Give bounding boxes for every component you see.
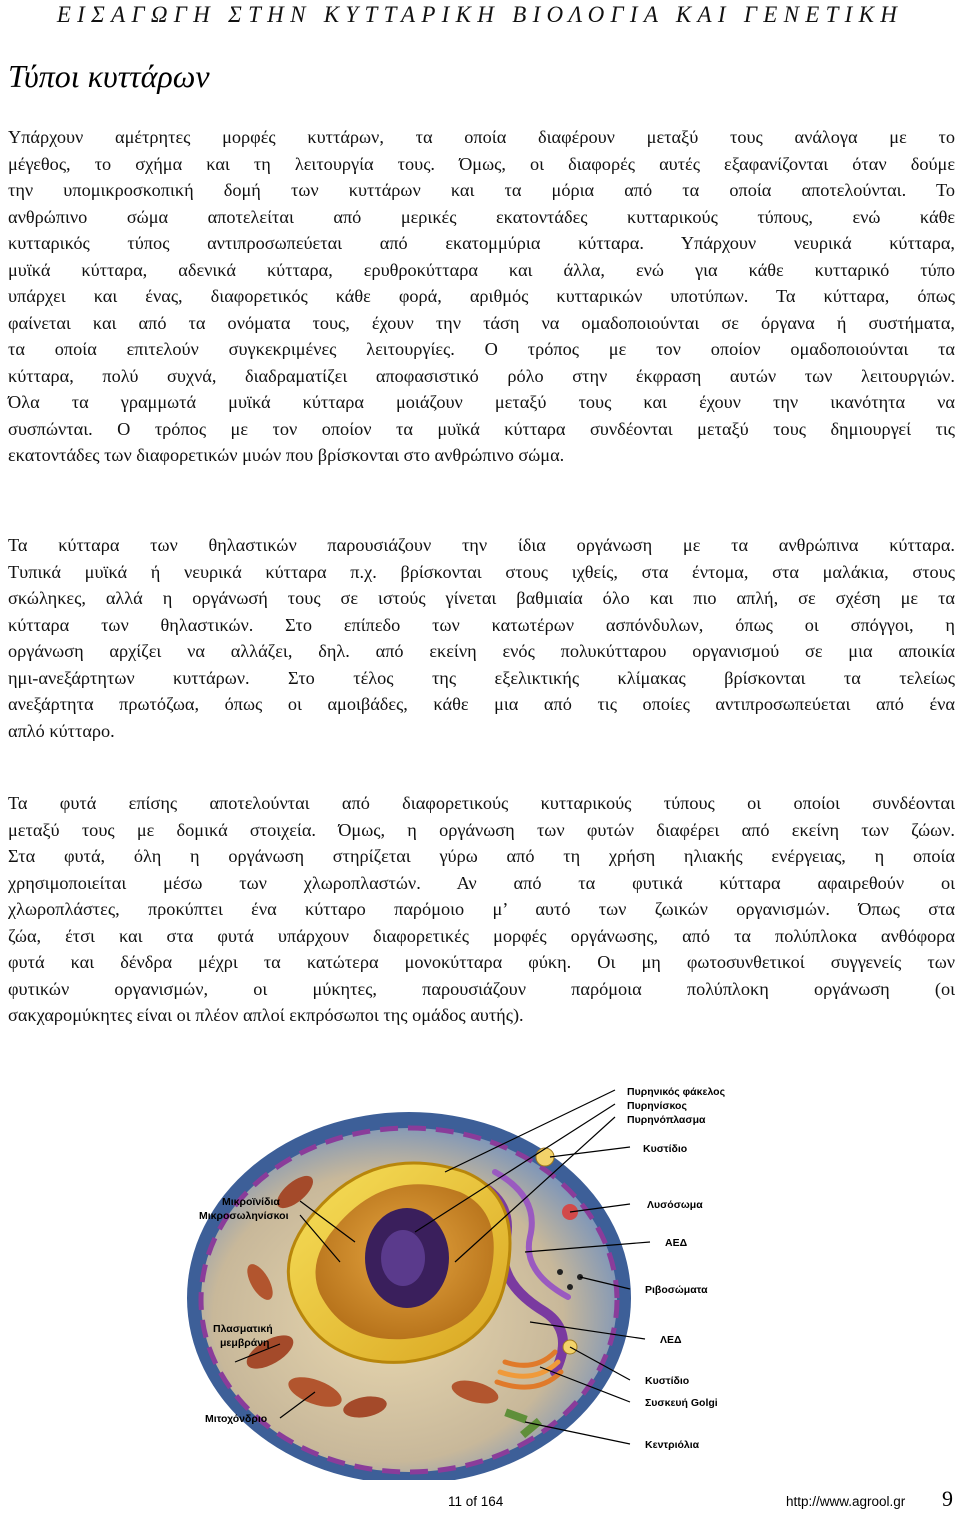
label-lysosome: Λυσόσωμα (647, 1199, 703, 1211)
paragraph-1 (8, 124, 955, 469)
text-line: Όλα τα γραμμωτά μυϊκά κύτταρα μοιάζουν μεταξύ τους και έχουν την ικανότητα να (8, 392, 955, 412)
text-line: την υπομικροσκοπική δομή των κυττάρων και τα μόρια από τα οποία αποτελούνται. Το (8, 180, 955, 200)
label-vesicle-top: Κυστίδιο (643, 1143, 688, 1155)
page-number: 9 (942, 1486, 953, 1511)
label-microtubules: Μικροσωληνίσκοι (199, 1210, 289, 1222)
text-line: μεταξύ τους με δομικά στοιχεία. Όμως, η οργάνωση των φυτών διαφέρει από εκείνη των ζώων. (8, 819, 955, 840)
label-microfilaments: Μικροϊνίδια (222, 1196, 280, 1208)
text-line: Τυπικά μυϊκά ή νευρικά κύτταρα π.χ. βρίσκονται στους ιχθείς, στα έντομα, στα μαλάκια, στους (8, 561, 955, 582)
text-line: σκώληκες, αλλά η οργάνωσή τους σε ιστούς γίνεται βαθμιαία όλο και πιο απλή, σε σχέση με τα (8, 588, 955, 608)
text-line: Υπάρχουν αμέτρητες μορφές κυττάρων, τα οποία διαφέρουν μεταξύ τους ανάλογα με το (8, 127, 955, 147)
paragraph-2 (8, 532, 955, 744)
running-header: ΕΙΣΑΓΩΓΗ ΣΤΗΝ ΚΥΤΤΑΡΙΚΗ ΒΙΟΛΟΓΙΑ ΚΑΙ ΓΕΝΕΤΙΚΗ (56, 2, 904, 27)
text-line: ανθρώπινο σώμα αποτελείται από μερικές εκατοντάδες κυτταρικούς τύπους, ενώ κάθε (8, 206, 955, 227)
text-line: ημι-ανεξάρτητων κυττάρων. Στο τέλος της εξελικτικής κλίμακας βρίσκονται τα τελείως (8, 667, 955, 688)
text-line: υπάρχει και ένας, διαφορετικός κάθε φορά, αριθμός κυτταρικών υποτύπων. Τα κύτταρα, όπως (8, 286, 955, 306)
label-smooth-er: ΛΕΔ (660, 1334, 682, 1346)
label-golgi: Συσκευή Golgi (645, 1397, 718, 1409)
text-line: οργάνωση αρχίζει να αλλάζει, δηλ. από εκείνη ενός πολυκύτταρου οργανισμού σε μια αποικία (8, 641, 955, 661)
ribosome-shape (557, 1269, 563, 1275)
text-line: φυτά και δένδρα μέχρι τα κατώτερα μονοκύτταρα φύκη. Οι μη φωτοσυνθετικοί συγγενείς των (8, 952, 955, 972)
label-centriole: Κεντριόλια (645, 1439, 700, 1451)
page-counter: 11 of 164 (448, 1494, 504, 1509)
nucleolus-core (381, 1230, 425, 1286)
text-line: τα οποία επιτελούν συγκεκριμένες λειτουργίες. Ο τρόπος με τον οποίον ομαδοποιούνται τα (8, 339, 955, 359)
text-line: φαίνεται και από τα ονόματα τους, έχουν την τάση να ομαδοποιούνται σε όργανα ή συστήματα, (8, 312, 955, 333)
label-nucleoplasm: Πυρηνόπλασμα (627, 1114, 706, 1126)
ribosome-shape (567, 1284, 573, 1290)
label-nucleolus: Πυρηνίσκος (627, 1100, 687, 1112)
text-line: εκατοντάδες των διαφορετικών μυών που βρίσκονται στο ανθρώπινο σώμα. (8, 445, 565, 465)
text-line: χρησιμοποιείται μέσω των χλωροπλαστών. Αν από τα φυτικά κύτταρα αφαιρεθούν οι (8, 872, 955, 893)
paragraph-3 (8, 790, 955, 1029)
text-line: χλωροπλάστες, προκύπτει ένα κύτταρο παρόμοιο μ’ αυτό των ζωικών οργανισμών. Όπως στα (8, 899, 955, 919)
text-line: κυτταρικός τύπος αντιπροσωπεύεται από εκατομμύρια κύτταρα. Υπάρχουν νευρικά κύτταρα, (8, 233, 955, 253)
cell-diagram (175, 1062, 783, 1480)
label-plasma-membrane-line2: μεμβράνη (220, 1337, 270, 1349)
text-line: Τα κύτταρα των θηλαστικών παρουσιάζουν την ίδια οργάνωση με τα ανθρώπινα κύτταρα. (8, 535, 955, 555)
text-line: συσπώνται. Ο τρόπος με τον οποίον τα μυϊκά κύτταρα συνδέονται μεταξύ τους δημιουργεί τις (8, 418, 955, 439)
text-line: φυτικών οργανισμών, οι μύκητες, παρουσιάζουν παρόμοια πολύπλοκη οργάνωση (οι (8, 978, 955, 999)
label-mitochondrion: Μιτοχόνδριο (205, 1413, 268, 1425)
text-line: μέγεθος, το σχήμα και τη λειτουργία τους. Όμως, οι διαφορές αυτές εξαφανίζονται όταν δούμε (8, 153, 955, 174)
label-vesicle-bottom: Κυστίδιο (645, 1375, 690, 1387)
text-line: κύτταρα των θηλαστικών. Στο επίπεδο των κατωτέρων ασπόνδυλων, όπως οι σπόγγοι, η (8, 614, 955, 635)
label-nuclear-envelope: Πυρηνικός φάκελος (627, 1086, 726, 1098)
footer-url: http://www.agrool.gr (786, 1494, 906, 1509)
text-line: σακχαρομύκητες είναι οι πλέον απλοί εκπρόσωποι της ομάδος αυτής). (8, 1005, 524, 1025)
text-line: κύτταρα, πολύ συχνά, διαδραματίζει αποφασιστικό ρόλο στην έκφραση αυτών των λειτουργιών. (8, 365, 955, 386)
text-line: ανεξάρτητα πρωτόζωα, όπως οι αμοιβάδες, κάθε μια από τις οποίες αντιπροσωπεύεται από ένα (8, 694, 955, 714)
label-ribosomes: Ριβοσώματα (645, 1284, 708, 1296)
text-line: Στα φυτά, όλη η οργάνωση στηρίζεται γύρω από τη χρήση ηλιακής ενέργειας, η οποία (8, 846, 955, 866)
label-plasma-membrane-line1: Πλασματική (213, 1323, 273, 1335)
section-title: Τύποι κυττάρων (8, 58, 210, 94)
animal-cell-figure (175, 1062, 783, 1480)
text-line: Τα φυτά επίσης αποτελούνται από διαφορετικούς κυτταρικούς τύπους οι οποίοι συνδέονται (8, 793, 955, 813)
text-line: ζώα, έτσι και στα φυτά υπάρχουν διαφορετικές μορφές οργάνωσης, από τα πολύπλοκα ανθόφορα (8, 925, 955, 946)
label-rough-er: ΑΕΔ (665, 1237, 688, 1249)
text-line: απλό κύτταρο. (8, 720, 115, 741)
text-line: μυϊκά κύτταρα, αδενικά κύτταρα, ερυθροκύτταρα και άλλα, ενώ για κάθε κυτταρικό τύπο (8, 259, 955, 280)
